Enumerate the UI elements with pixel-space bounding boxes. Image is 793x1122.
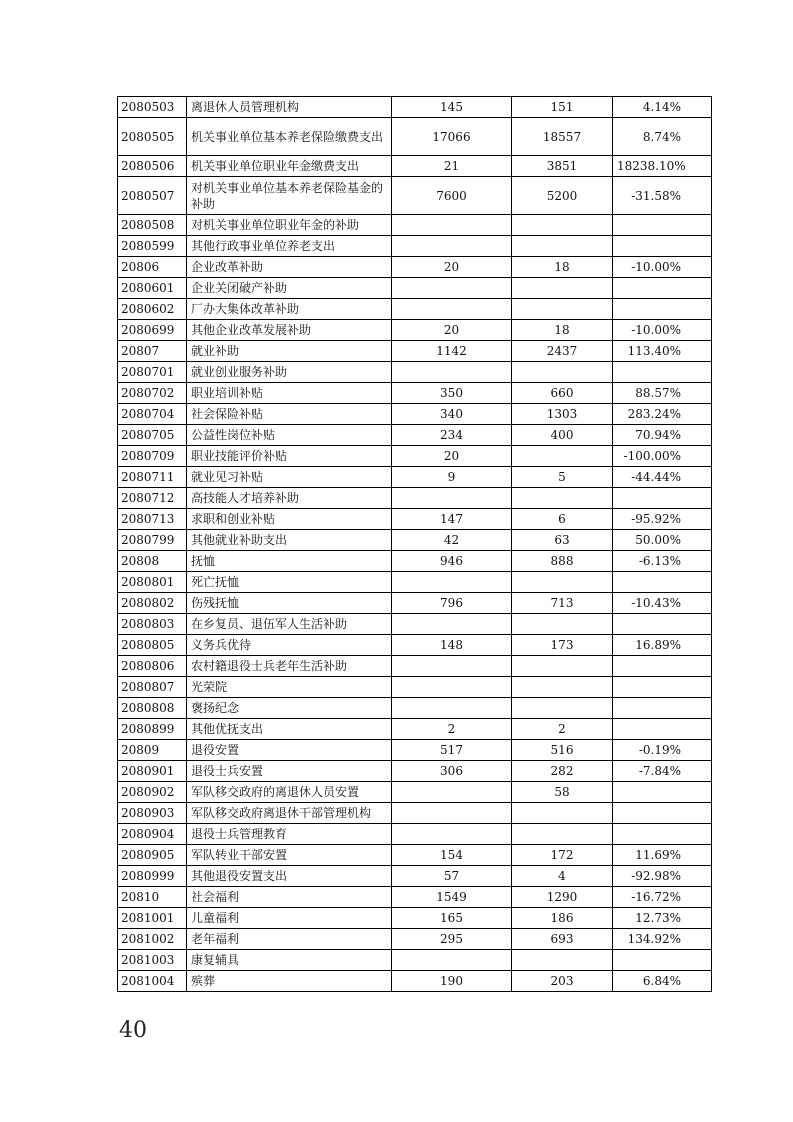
- item-name-cell: 机关事业单位职业年金缴费支出: [187, 156, 392, 177]
- current-amount-cell: 5200: [512, 177, 613, 215]
- item-name-cell: 殡葬: [187, 971, 392, 992]
- item-name-cell: 求职和创业补贴: [187, 509, 392, 530]
- prior-amount-cell: 148: [392, 635, 512, 656]
- item-name-cell: 其他退役安置支出: [187, 866, 392, 887]
- table-row: [118, 950, 712, 971]
- current-amount-cell: [512, 488, 613, 509]
- current-amount-cell: 1290: [512, 887, 613, 908]
- change-pct-cell: -10.00%: [613, 257, 712, 278]
- table-row: [118, 530, 712, 551]
- prior-amount-cell: 946: [392, 551, 512, 572]
- current-amount-cell: 888: [512, 551, 613, 572]
- change-pct-cell: [613, 824, 712, 845]
- current-amount-cell: [512, 572, 613, 593]
- change-pct-cell: -0.19%: [613, 740, 712, 761]
- current-amount-cell: 693: [512, 929, 613, 950]
- prior-amount-cell: 9: [392, 467, 512, 488]
- item-name-cell: 其他企业改革发展补助: [187, 320, 392, 341]
- current-amount-cell: 516: [512, 740, 613, 761]
- table-row: [118, 593, 712, 614]
- change-pct-cell: [613, 719, 712, 740]
- account-code-cell: 2080807: [118, 677, 187, 698]
- prior-amount-cell: 154: [392, 845, 512, 866]
- change-pct-cell: 8.74%: [613, 118, 712, 156]
- prior-amount-cell: 21: [392, 156, 512, 177]
- prior-amount-cell: 17066: [392, 118, 512, 156]
- item-name-cell: 社会保险补贴: [187, 404, 392, 425]
- table-row: [118, 362, 712, 383]
- table-row: [118, 156, 712, 177]
- current-amount-cell: [512, 215, 613, 236]
- change-pct-cell: 11.69%: [613, 845, 712, 866]
- account-code-cell: 20806: [118, 257, 187, 278]
- item-name-cell: 高技能人才培养补助: [187, 488, 392, 509]
- change-pct-cell: -100.00%: [613, 446, 712, 467]
- current-amount-cell: 282: [512, 761, 613, 782]
- table-row: [118, 656, 712, 677]
- item-name-cell: 康复辅具: [187, 950, 392, 971]
- change-pct-cell: [613, 278, 712, 299]
- item-name-cell: 企业关闭破产补助: [187, 278, 392, 299]
- account-code-cell: 20809: [118, 740, 187, 761]
- change-pct-cell: 134.92%: [613, 929, 712, 950]
- change-pct-cell: [613, 572, 712, 593]
- prior-amount-cell: 7600: [392, 177, 512, 215]
- current-amount-cell: 63: [512, 530, 613, 551]
- account-code-cell: 2080902: [118, 782, 187, 803]
- table-row: [118, 908, 712, 929]
- item-name-cell: 其他行政事业单位养老支出: [187, 236, 392, 257]
- current-amount-cell: 660: [512, 383, 613, 404]
- account-code-cell: 20810: [118, 887, 187, 908]
- account-code-cell: 2080599: [118, 236, 187, 257]
- item-name-cell: 离退休人员管理机构: [187, 97, 392, 118]
- change-pct-cell: -7.84%: [613, 761, 712, 782]
- prior-amount-cell: 306: [392, 761, 512, 782]
- account-code-cell: 2080507: [118, 177, 187, 215]
- account-code-cell: 2081004: [118, 971, 187, 992]
- account-code-cell: 2081001: [118, 908, 187, 929]
- change-pct-cell: [613, 803, 712, 824]
- table-row: [118, 635, 712, 656]
- prior-amount-cell: 340: [392, 404, 512, 425]
- account-code-cell: 2080711: [118, 467, 187, 488]
- prior-amount-cell: 350: [392, 383, 512, 404]
- prior-amount-cell: [392, 782, 512, 803]
- change-pct-cell: [613, 362, 712, 383]
- change-pct-cell: -31.58%: [613, 177, 712, 215]
- current-amount-cell: 2437: [512, 341, 613, 362]
- account-code-cell: 2080505: [118, 118, 187, 156]
- account-code-cell: 20808: [118, 551, 187, 572]
- account-code-cell: 2080701: [118, 362, 187, 383]
- table-row: [118, 467, 712, 488]
- item-name-cell: 就业补助: [187, 341, 392, 362]
- change-pct-cell: [613, 299, 712, 320]
- item-name-cell: 抚恤: [187, 551, 392, 572]
- prior-amount-cell: 796: [392, 593, 512, 614]
- prior-amount-cell: [392, 677, 512, 698]
- account-code-cell: 2080903: [118, 803, 187, 824]
- page-number: 40: [119, 1018, 147, 1043]
- prior-amount-cell: [392, 362, 512, 383]
- change-pct-cell: -16.72%: [613, 887, 712, 908]
- prior-amount-cell: [392, 215, 512, 236]
- current-amount-cell: 713: [512, 593, 613, 614]
- current-amount-cell: 173: [512, 635, 613, 656]
- current-amount-cell: [512, 299, 613, 320]
- item-name-cell: 军队转业干部安置: [187, 845, 392, 866]
- account-code-cell: 2081003: [118, 950, 187, 971]
- item-name-cell: 军队移交政府离退休干部管理机构: [187, 803, 392, 824]
- item-name-cell: 退役士兵管理教育: [187, 824, 392, 845]
- prior-amount-cell: 42: [392, 530, 512, 551]
- table-row: [118, 383, 712, 404]
- budget-table: [117, 96, 712, 992]
- table-row: [118, 887, 712, 908]
- table-row: [118, 404, 712, 425]
- change-pct-cell: [613, 215, 712, 236]
- account-code-cell: 2080802: [118, 593, 187, 614]
- current-amount-cell: 18: [512, 320, 613, 341]
- item-name-cell: 在乡复员、退伍军人生活补助: [187, 614, 392, 635]
- current-amount-cell: 3851: [512, 156, 613, 177]
- item-name-cell: 褒扬纪念: [187, 698, 392, 719]
- change-pct-cell: 70.94%: [613, 425, 712, 446]
- prior-amount-cell: 57: [392, 866, 512, 887]
- item-name-cell: 社会福利: [187, 887, 392, 908]
- account-code-cell: 2080699: [118, 320, 187, 341]
- item-name-cell: 死亡抚恤: [187, 572, 392, 593]
- change-pct-cell: 88.57%: [613, 383, 712, 404]
- item-name-cell: 对机关事业单位职业年金的补助: [187, 215, 392, 236]
- table-row: [118, 824, 712, 845]
- current-amount-cell: 6: [512, 509, 613, 530]
- item-name-cell: 就业创业服务补助: [187, 362, 392, 383]
- change-pct-cell: 50.00%: [613, 530, 712, 551]
- table-row: [118, 278, 712, 299]
- item-name-cell: 农村籍退役士兵老年生活补助: [187, 656, 392, 677]
- table-row: [118, 425, 712, 446]
- change-pct-cell: [613, 677, 712, 698]
- account-code-cell: 2081002: [118, 929, 187, 950]
- change-pct-cell: 18238.10%: [613, 156, 712, 177]
- prior-amount-cell: 517: [392, 740, 512, 761]
- change-pct-cell: 16.89%: [613, 635, 712, 656]
- current-amount-cell: [512, 236, 613, 257]
- account-code-cell: 2080713: [118, 509, 187, 530]
- prior-amount-cell: 20: [392, 446, 512, 467]
- prior-amount-cell: 145: [392, 97, 512, 118]
- prior-amount-cell: 2: [392, 719, 512, 740]
- table-row: [118, 215, 712, 236]
- current-amount-cell: 151: [512, 97, 613, 118]
- account-code-cell: 2080901: [118, 761, 187, 782]
- item-name-cell: 其他优抚支出: [187, 719, 392, 740]
- table-row: [118, 803, 712, 824]
- table-row: [118, 971, 712, 992]
- account-code-cell: 2080712: [118, 488, 187, 509]
- current-amount-cell: 400: [512, 425, 613, 446]
- prior-amount-cell: 147: [392, 509, 512, 530]
- account-code-cell: 2080508: [118, 215, 187, 236]
- account-code-cell: 2080904: [118, 824, 187, 845]
- current-amount-cell: 2: [512, 719, 613, 740]
- item-name-cell: 义务兵优待: [187, 635, 392, 656]
- item-name-cell: 退役士兵安置: [187, 761, 392, 782]
- table-row: [118, 782, 712, 803]
- table-row: [118, 488, 712, 509]
- change-pct-cell: 113.40%: [613, 341, 712, 362]
- current-amount-cell: 1303: [512, 404, 613, 425]
- account-code-cell: 2080803: [118, 614, 187, 635]
- item-name-cell: 职业培训补贴: [187, 383, 392, 404]
- account-code-cell: 2080704: [118, 404, 187, 425]
- table-row: [118, 698, 712, 719]
- table-row: [118, 551, 712, 572]
- table-row: [118, 719, 712, 740]
- account-code-cell: 2080805: [118, 635, 187, 656]
- current-amount-cell: [512, 614, 613, 635]
- table-row: [118, 761, 712, 782]
- current-amount-cell: [512, 803, 613, 824]
- prior-amount-cell: [392, 299, 512, 320]
- item-name-cell: 公益性岗位补贴: [187, 425, 392, 446]
- item-name-cell: 伤残抚恤: [187, 593, 392, 614]
- table-body: [118, 97, 712, 992]
- item-name-cell: 企业改革补助: [187, 257, 392, 278]
- current-amount-cell: 18557: [512, 118, 613, 156]
- prior-amount-cell: 1142: [392, 341, 512, 362]
- item-name-cell: 其他就业补助支出: [187, 530, 392, 551]
- table-row: [118, 845, 712, 866]
- prior-amount-cell: [392, 488, 512, 509]
- current-amount-cell: [512, 698, 613, 719]
- table-row: [118, 118, 712, 156]
- account-code-cell: 2080899: [118, 719, 187, 740]
- current-amount-cell: [512, 824, 613, 845]
- table-row: [118, 929, 712, 950]
- current-amount-cell: 58: [512, 782, 613, 803]
- current-amount-cell: [512, 677, 613, 698]
- item-name-cell: 机关事业单位基本养老保险缴费支出: [187, 118, 392, 156]
- account-code-cell: 2080905: [118, 845, 187, 866]
- table-row: [118, 614, 712, 635]
- change-pct-cell: -95.92%: [613, 509, 712, 530]
- current-amount-cell: 203: [512, 971, 613, 992]
- prior-amount-cell: 1549: [392, 887, 512, 908]
- current-amount-cell: 18: [512, 257, 613, 278]
- prior-amount-cell: [392, 614, 512, 635]
- change-pct-cell: 4.14%: [613, 97, 712, 118]
- current-amount-cell: [512, 446, 613, 467]
- prior-amount-cell: [392, 698, 512, 719]
- table-row: [118, 509, 712, 530]
- current-amount-cell: 4: [512, 866, 613, 887]
- prior-amount-cell: [392, 572, 512, 593]
- item-name-cell: 厂办大集体改革补助: [187, 299, 392, 320]
- current-amount-cell: [512, 950, 613, 971]
- table-row: [118, 866, 712, 887]
- change-pct-cell: [613, 782, 712, 803]
- current-amount-cell: 172: [512, 845, 613, 866]
- change-pct-cell: 12.73%: [613, 908, 712, 929]
- table-row: [118, 677, 712, 698]
- account-code-cell: 2080709: [118, 446, 187, 467]
- account-code-cell: 2080705: [118, 425, 187, 446]
- change-pct-cell: -10.43%: [613, 593, 712, 614]
- change-pct-cell: [613, 950, 712, 971]
- change-pct-cell: -92.98%: [613, 866, 712, 887]
- prior-amount-cell: [392, 278, 512, 299]
- table-row: [118, 320, 712, 341]
- item-name-cell: 光荣院: [187, 677, 392, 698]
- change-pct-cell: [613, 488, 712, 509]
- item-name-cell: 军队移交政府的离退休人员安置: [187, 782, 392, 803]
- item-name-cell: 老年福利: [187, 929, 392, 950]
- account-code-cell: 2080799: [118, 530, 187, 551]
- account-code-cell: 2080702: [118, 383, 187, 404]
- change-pct-cell: [613, 656, 712, 677]
- current-amount-cell: 186: [512, 908, 613, 929]
- change-pct-cell: [613, 698, 712, 719]
- account-code-cell: 2080602: [118, 299, 187, 320]
- prior-amount-cell: 20: [392, 320, 512, 341]
- change-pct-cell: -44.44%: [613, 467, 712, 488]
- table-row: [118, 177, 712, 215]
- prior-amount-cell: [392, 803, 512, 824]
- account-code-cell: 2080806: [118, 656, 187, 677]
- item-name-cell: 对机关事业单位基本养老保险基金的补助: [187, 177, 392, 215]
- table-row: [118, 446, 712, 467]
- table-row: [118, 740, 712, 761]
- prior-amount-cell: [392, 656, 512, 677]
- current-amount-cell: [512, 278, 613, 299]
- table-row: [118, 341, 712, 362]
- change-pct-cell: [613, 236, 712, 257]
- prior-amount-cell: [392, 236, 512, 257]
- table-row: [118, 572, 712, 593]
- current-amount-cell: [512, 656, 613, 677]
- change-pct-cell: -6.13%: [613, 551, 712, 572]
- table-row: [118, 299, 712, 320]
- prior-amount-cell: [392, 824, 512, 845]
- current-amount-cell: 5: [512, 467, 613, 488]
- table-row: [118, 236, 712, 257]
- change-pct-cell: -10.00%: [613, 320, 712, 341]
- prior-amount-cell: 234: [392, 425, 512, 446]
- account-code-cell: 2080503: [118, 97, 187, 118]
- prior-amount-cell: 165: [392, 908, 512, 929]
- account-code-cell: 2080506: [118, 156, 187, 177]
- current-amount-cell: [512, 362, 613, 383]
- change-pct-cell: 283.24%: [613, 404, 712, 425]
- table-row: [118, 97, 712, 118]
- account-code-cell: 2080601: [118, 278, 187, 299]
- prior-amount-cell: 190: [392, 971, 512, 992]
- prior-amount-cell: 295: [392, 929, 512, 950]
- item-name-cell: 就业见习补贴: [187, 467, 392, 488]
- item-name-cell: 职业技能评价补贴: [187, 446, 392, 467]
- table-row: [118, 257, 712, 278]
- account-code-cell: 2080808: [118, 698, 187, 719]
- item-name-cell: 儿童福利: [187, 908, 392, 929]
- account-code-cell: 20807: [118, 341, 187, 362]
- account-code-cell: 2080999: [118, 866, 187, 887]
- item-name-cell: 退役安置: [187, 740, 392, 761]
- change-pct-cell: 6.84%: [613, 971, 712, 992]
- prior-amount-cell: [392, 950, 512, 971]
- account-code-cell: 2080801: [118, 572, 187, 593]
- prior-amount-cell: 20: [392, 257, 512, 278]
- change-pct-cell: [613, 614, 712, 635]
